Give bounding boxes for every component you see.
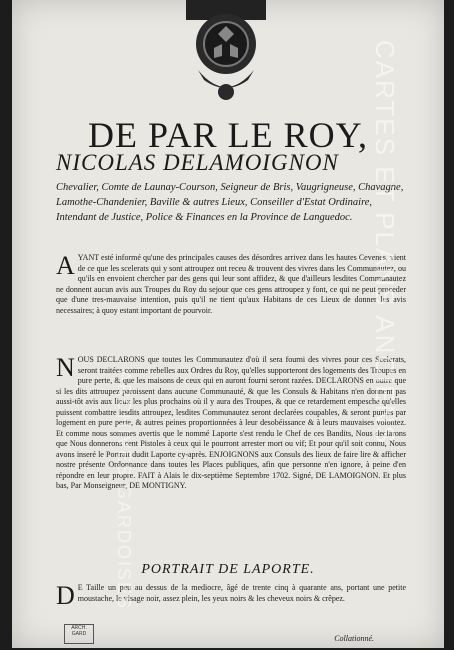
paragraph-text: YANT esté informé qu'une des principales causes des désordres arrivez dans les hautes Cevenes, vient de ce que les scelerats qui y sont attroupez ont receu & trouvent des vivres dans les Communautez, ou qu'ils en envoient chercher par des gens qui leur sont affidez, & que d'ailleurs lesdites Communautez ne donnent aucun avis aux Troupes du Roy du sejour que ces gens attroupez y font, ce qui ne peut proceder que d'une tres-mauvaise intention, puis qu'il ne tient qu'aux Habitans de ces Lieux de donner les avis necessaires; à quoy estant important de pourvoir. [56,253,406,315]
archive-stamp: ARCH. GARD [64,624,94,644]
collation-note: Collationné. [334,634,374,643]
poster-page [12,0,444,648]
drop-cap: A [56,251,75,280]
paragraph-text: OUS DECLARONS que toutes les Communautez d'où il sera fourni des vivres pour ces Scelerats, seront traitées comme rebelles aux Ordres du Roy, qu'elles supporteront des logements des Troupes en pure perte, & que les maisons de ceux qui en auront fourni seront razées. DECLARONS en outre que si les dits attroupez paroissent dans aucune Communauté, & que les Consuls & Habitans n'en donnent pas aussi-tôt avis aux lieux les plus prochains où il y aura des Troupes, & que ce retardement empesche qu'elles puissent combattre lesdits attroupez, lesdites Communautez seront declarées coupables, & seront punies par logement en pure perte, & autres peines proportionnées à leur desobéissance & à leurs mauvaises volontez. Et comme nous sommes avertis que le nommé Laporte s'est rendu le Chef de ces Bandits, Nous declarons que Nous donnerons cent Pistoles à ceux qui le pourront arrester mort ou vif; Et pour qu'il soit connu, Nous avons inseré le Portrait dudit Laporte cy-après. ENJOIGNONS aux Consuls des lieux de faire lire & afficher nostre présente Ordonnance dans toutes les Places publiques, afin que personne n'en ignore, à peine d'en répondre en leur propre. FAIT à Alais le dix-septième Septembre 1702. Signé, DE LAMOIGNON. Et plus bas, Par Monseigneur, DE MONTIGNY. [56,355,406,490]
royal-crest-icon [178,0,274,104]
drop-cap: N [56,353,75,382]
issuer-titles: Chevalier, Comte de Launay-Courson, Seigneur de Bris, Vaugrigneuse, Chavagne, Lamothe-Chandenier, Baville & autres Lieux, Conseiller d'Estat Ordinaire, Intendant de Justice, Police & Finances en la Province de Languedoc. [56,182,404,223]
paragraph-text: E Taille un peu au dessus de la mediocre, âgé de trente cinq à quarante ans, portant une petite moustache, le visage noir, assez plein, les yeux noirs & les cheveux noirs & crêpez. [77,583,406,603]
issuer-name: NICOLAS DELAMOIGNON [56,150,339,175]
paragraph-intro [56,253,406,316]
drop-cap: D [56,581,75,610]
watermark-vertical: CARTES ET PLANS ANCIENS [370,40,400,445]
paragraph-declaration [56,355,406,492]
watermark-secondary: ARCHIVES GARDOISES [114,370,134,611]
paragraph-portrait [56,581,406,610]
portrait-heading: PORTRAIT DE LAPORTE. [141,562,315,577]
proclamation-title: DE PAR LE ROY, [87,115,369,155]
